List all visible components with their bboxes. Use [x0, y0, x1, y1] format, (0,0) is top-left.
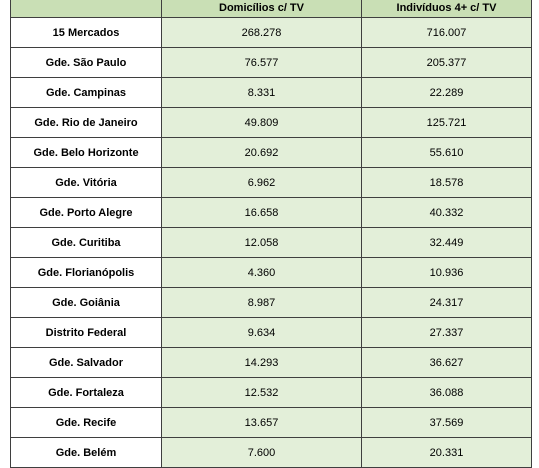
- households-cell[interactable]: 76.577: [162, 48, 362, 78]
- header-individuals: Indivíduos 4+ c/ TV: [362, 0, 532, 18]
- market-cell[interactable]: Gde. Belém: [11, 438, 162, 468]
- table-row: [11, 198, 532, 228]
- tv-market-table: [10, 0, 532, 468]
- individuals-cell[interactable]: 32.449: [362, 228, 532, 258]
- market-cell[interactable]: Gde. Recife: [11, 408, 162, 438]
- individuals-cell[interactable]: 20.331: [362, 438, 532, 468]
- market-cell[interactable]: Gde. Campinas: [11, 78, 162, 108]
- individuals-cell[interactable]: 716.007: [362, 18, 532, 48]
- individuals-cell[interactable]: 55.610: [362, 138, 532, 168]
- individuals-cell[interactable]: 10.936: [362, 258, 532, 288]
- market-cell[interactable]: Gde. Vitória: [11, 168, 162, 198]
- households-cell[interactable]: 13.657: [162, 408, 362, 438]
- market-cell[interactable]: Gde. Porto Alegre: [11, 198, 162, 228]
- individuals-cell[interactable]: 36.627: [362, 348, 532, 378]
- market-cell[interactable]: Distrito Federal: [11, 318, 162, 348]
- table-row: [11, 318, 532, 348]
- market-cell[interactable]: Gde. São Paulo: [11, 48, 162, 78]
- households-cell[interactable]: 268.278: [162, 18, 362, 48]
- table-row: [11, 438, 532, 468]
- market-cell[interactable]: Gde. Fortaleza: [11, 378, 162, 408]
- individuals-cell[interactable]: 36.088: [362, 378, 532, 408]
- market-cell[interactable]: Gde. Belo Horizonte: [11, 138, 162, 168]
- table-row: [11, 78, 532, 108]
- table-row: [11, 228, 532, 258]
- table-row: [11, 108, 532, 138]
- market-cell[interactable]: Gde. Curitiba: [11, 228, 162, 258]
- table-row: [11, 138, 532, 168]
- header-market: [11, 0, 162, 18]
- table-row: [11, 18, 532, 48]
- individuals-cell[interactable]: 27.337: [362, 318, 532, 348]
- market-cell[interactable]: Gde. Rio de Janeiro: [11, 108, 162, 138]
- individuals-cell[interactable]: 125.721: [362, 108, 532, 138]
- households-cell[interactable]: 14.293: [162, 348, 362, 378]
- market-cell[interactable]: Gde. Florianópolis: [11, 258, 162, 288]
- individuals-cell[interactable]: 205.377: [362, 48, 532, 78]
- market-cell[interactable]: Gde. Salvador: [11, 348, 162, 378]
- table-row: [11, 48, 532, 78]
- table-row: [11, 408, 532, 438]
- header-households: Domicílios c/ TV: [162, 0, 362, 18]
- individuals-cell[interactable]: 40.332: [362, 198, 532, 228]
- households-cell[interactable]: 9.634: [162, 318, 362, 348]
- households-cell[interactable]: 8.331: [162, 78, 362, 108]
- individuals-cell[interactable]: 24.317: [362, 288, 532, 318]
- individuals-cell[interactable]: 22.289: [362, 78, 532, 108]
- table-row: [11, 168, 532, 198]
- households-cell[interactable]: 7.600: [162, 438, 362, 468]
- households-cell[interactable]: 6.962: [162, 168, 362, 198]
- households-cell[interactable]: 12.058: [162, 228, 362, 258]
- market-cell[interactable]: Gde. Goiânia: [11, 288, 162, 318]
- header-row: [11, 0, 532, 18]
- market-cell[interactable]: 15 Mercados: [11, 18, 162, 48]
- households-cell[interactable]: 20.692: [162, 138, 362, 168]
- households-cell[interactable]: 4.360: [162, 258, 362, 288]
- table-row: [11, 348, 532, 378]
- table-row: [11, 288, 532, 318]
- households-cell[interactable]: 12.532: [162, 378, 362, 408]
- table-row: [11, 378, 532, 408]
- households-cell[interactable]: 49.809: [162, 108, 362, 138]
- table-row: [11, 258, 532, 288]
- households-cell[interactable]: 8.987: [162, 288, 362, 318]
- individuals-cell[interactable]: 37.569: [362, 408, 532, 438]
- individuals-cell[interactable]: 18.578: [362, 168, 532, 198]
- households-cell[interactable]: 16.658: [162, 198, 362, 228]
